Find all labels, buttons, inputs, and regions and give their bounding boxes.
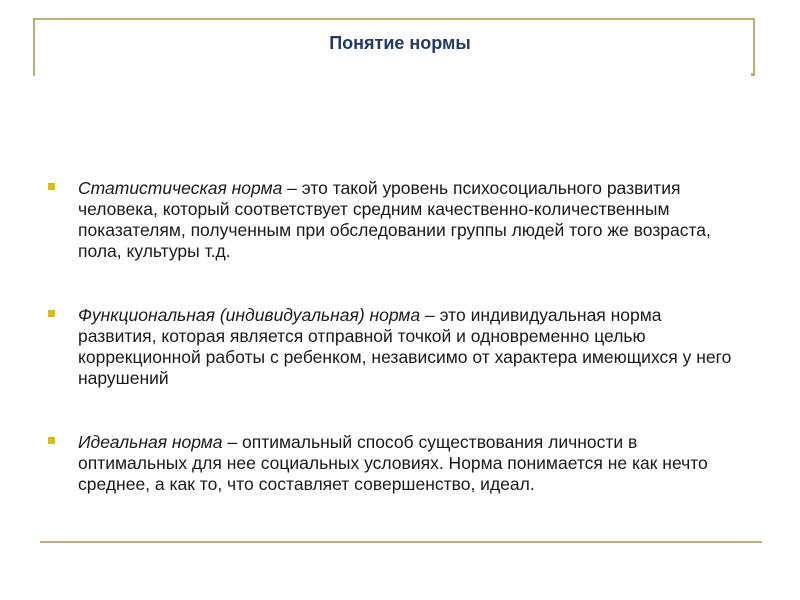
square-bullet-icon: [48, 183, 55, 190]
definition-text: – оптимальный способ существования личности в оптимальных для нее социальных условиях. Норма понимается не как нечто среднее, а как то, что составляет совершенство, идеал.: [78, 432, 708, 494]
term-label: Статистическая норма: [78, 178, 283, 198]
slide-title: Понятие нормы: [329, 33, 471, 53]
bullet-item-statistical-norm: [46, 178, 736, 262]
bullet-list: [46, 178, 736, 495]
term-label: Функциональная (индивидуальная) норма: [78, 305, 421, 325]
bullet-item-functional-norm: [46, 305, 736, 389]
definition-text: – это индивидуальная норма развития, которая является отправной точкой и одновременно целью коррекционной работы с ребенком, независимо от характера имеющихся у него нарушений: [78, 305, 732, 388]
term-label: Идеальная норма: [78, 432, 223, 452]
corner-dot: [751, 73, 754, 76]
square-bullet-icon: [48, 437, 55, 444]
top-border-line: [33, 18, 755, 20]
bottom-border-line: [40, 541, 762, 543]
square-bullet-icon: [48, 310, 55, 317]
definition-text: – это такой уровень психосоциального развития человека, который соответствует средним качественно-количественным показателям, полученным при обследовании группы людей того же возраста, пола, культуры т.д.: [78, 178, 711, 261]
bullet-item-ideal-norm: [46, 432, 736, 495]
